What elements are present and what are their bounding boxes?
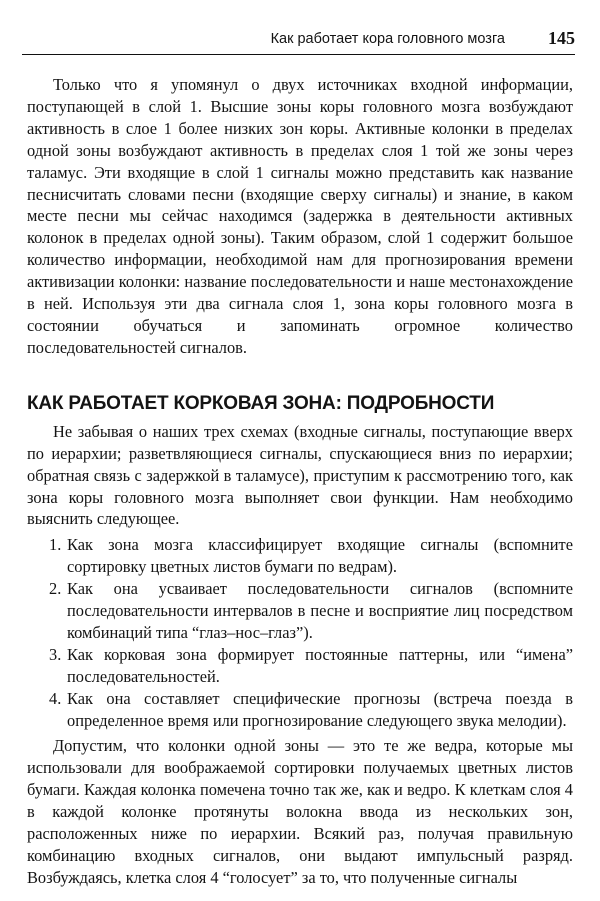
list-item (27, 578, 573, 644)
list-item-text: Как корковая зона формирует постоянные паттерны, или “имена” последовательностей. (67, 644, 573, 686)
list-item-text: Как она усваивает последовательности сигналов (вспомните последовательности интервалов в песне и восприятие лиц посредством комбинаций типа “глаз–нос–глаз”). (67, 579, 573, 642)
running-title: Как работает кора головного мозга (270, 31, 505, 47)
list-item-text: Как зона мозга классифицирует входящие сигналы (вспомните сортировку цветных листов бумаги по ведрам). (67, 535, 573, 577)
list-item-number: 1. (49, 535, 62, 555)
list-item-number: 2. (49, 579, 62, 599)
paragraph: Только что я упомянул о двух источниках входной информации, поступающей в слой 1. Высшие зоны коры головного мозга возбуждают активность в слое 1 более низких зон коры. Активные колонки в пределах одной зоны возбуждают активность в пределах слоя 1 той же зоны через таламус. Эти входящие в слой 1 сигналы можно представить как название песнисчитать словами песни (входящие сверху сигналы) и знание, в каком месте песни мы сейчас находимся (задержка в деятельности активных колонок в пределах одной зоны). Таким образом, слой 1 содержит большое количество информации, необходимой нам для прогнозирования времени активизации колонки: название последовательности и наше местонахождение в ней. Используя эти два сигнала слоя 1, зона коры головного мозга в состоянии обучаться и запоминать огромное количество последовательностей сигналов. (27, 75, 573, 357)
list-item-number: 4. (49, 688, 62, 708)
numbered-list (27, 534, 573, 731)
list-item (27, 644, 573, 688)
list-item (27, 534, 573, 578)
page-body (27, 74, 573, 889)
paragraph: Не забывая о наших трех схемах (входные сигналы, поступающие вверх по иерархии; разветвляющиеся сигналы, спускающиеся вниз по иерархии; обратная связь с задержкой в таламусе), приступим к рассмотрению того, как зона коры головного мозга выполняет свои функции. Нам необходимо выяснить следующее. (27, 421, 573, 529)
list-item-text: Как она составляет специфические прогнозы (встреча поезда в определенное время или прогнозирование следующего звука мелодии). (67, 688, 573, 730)
page-number: 145 (548, 28, 575, 48)
list-item (27, 688, 573, 732)
list-item-number: 3. (49, 644, 62, 664)
page-header (22, 28, 575, 55)
paragraph: Допустим, что колонки одной зоны — это те же ведра, которые мы использовали для воображаемой сортировки получаемых цветных листов бумаги. Каждая колонка помечена точно так же, как и ведро. К клеткам слоя 4 в каждой колонке протянуты волокна ввода из нескольких зон, расположенных ниже по иерархии. Всякий раз, получая правильную комбинацию входных сигналов, они выдают импульсный разряд. Возбуждаясь, клетка слоя 4 “голосует” за то, что полученные сигналы (27, 736, 573, 887)
section-heading: КАК РАБОТАЕТ КОРКОВАЯ ЗОНА: ПОДРОБНОСТИ (27, 392, 495, 414)
